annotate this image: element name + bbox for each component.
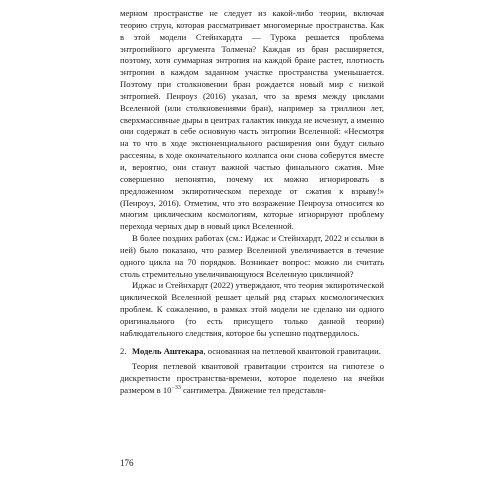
paragraph-4-part-1: Теория петлевой квантовой гравитации строится на гипотезе о дискретности пространства-времени, которое поделено на ячейки размером в 10	[120, 361, 384, 396]
list-number: 2.	[120, 345, 127, 356]
paragraph-1: мерном пространстве не следует из какой-либо теории, включая теорию струн, которая рассматривает многомерные пространства. Как в этой модели Стейнхардта — Турока решается проблема энтропийного аргумента Толмена? Каждая из бран расширяется, поэтому, хотя суммарная энтропия на каждой бране растет, плотность энтропии в каждом заданном участке пространства уменьшается. Поэтому при столкновении бран рождается новый мир с низкой энтропией. Пенроуз (2016) указал, что за время между циклами Вселенной (или столкновениями бран), например за триллион лет, сверхмассивные дыры в центрах галактик никуда не исчезнут, а именно они содержат в себе основную часть энтропии Вселенной: «Несмотря на то что в ходе экспоненциального расширения они будут сильно рассеяны, в ходе окончательного коллапса они снова соберутся вместе и, вероятно, они станут важной частью финального сжатия. Мне совершенно непонятно, почему их можно игнорировать в предложенном экпиротическом переходе от сжатия к взрыву!» (Пенроуз, 2016). Отметим, что это возражение Пенроуза относится ко многим циклическим космологиям, которые игнорируют проблему перехода черных дыр в новый цикл Вселенной.	[120, 8, 384, 232]
exponent: −33	[171, 385, 181, 392]
paragraph-4	[120, 361, 384, 397]
paragraph-3: Иджас и Стейнхардт (2022) утверждают, что теория экпиротической циклической Вселенной решает целый ряд старых космологических проблем. К сожалению, в рамках этой модели не сделано ни одного оригинального (то есть присущего только данной теории) наблюдательного следствия, которое бы успешно подтвердилось.	[120, 280, 384, 338]
text-block	[120, 8, 384, 397]
list-item-title: Модель Аштекара	[132, 345, 204, 356]
page-number: 176	[120, 458, 134, 468]
list-item-rest: , основанная на петлевой квантовой гравитации.	[203, 345, 381, 356]
paragraph-4-part-2: сантиметра. Движение тел представля-	[180, 385, 327, 396]
paragraph-2: В более поздних работах (см.: Иджас и Стейнхардт, 2022 и ссылки в ней) было показано, что размер Вселенной увеличивается в течение одного цикла на 70 порядков. Возникает вопрос: можно ли считать столь стремительно увеличивающуюся Вселенную цикличной?	[120, 233, 384, 279]
list-item-2	[120, 346, 384, 358]
